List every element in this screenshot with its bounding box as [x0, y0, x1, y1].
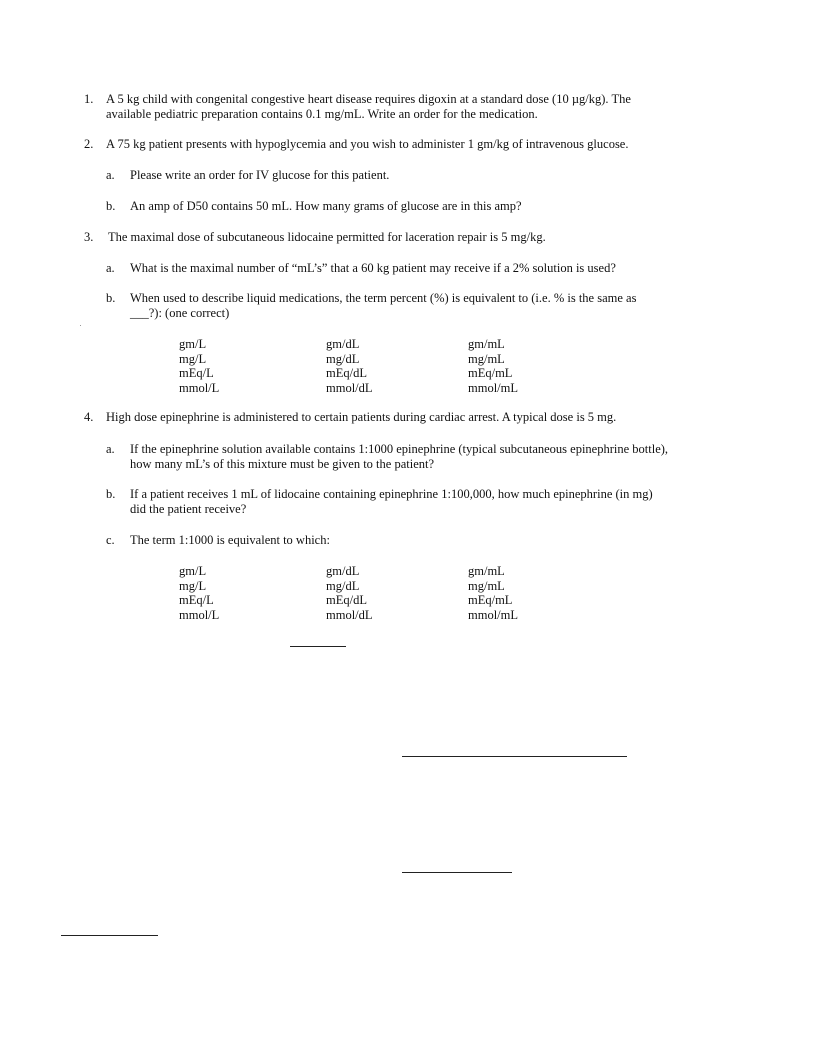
sub-text: What is the maximal number of “mL’s” that a 60 kg patient may receive if a 2% solution is used? — [130, 261, 616, 275]
sub-text-line-2: did the patient receive? — [130, 502, 247, 516]
unit-option: mmol/dL — [326, 607, 373, 622]
unit-option: mg/dL — [326, 578, 360, 593]
sub-label: a. — [106, 442, 115, 456]
rule-line — [290, 646, 346, 647]
rule-line — [61, 935, 158, 936]
sub-text: Please write an order for IV glucose for this patient. — [130, 168, 390, 182]
question-text-line-2: available pediatric preparation contains 0.1 mg/mL. Write an order for the medication. — [106, 107, 538, 121]
unit-option: mEq/L — [179, 593, 214, 607]
unit-option: mEq/L — [179, 366, 214, 380]
rule-line — [402, 872, 512, 873]
unit-option: mEq/dL — [326, 593, 367, 607]
question-text-line-1: A 5 kg child with congenital congestive heart disease requires digoxin at a standard dose (10 µg/kg). The — [106, 92, 631, 106]
sub-text-line-2: ___?): (one correct) — [130, 306, 230, 320]
unit-options-col-2 — [326, 337, 373, 395]
unit-option: mEq/mL — [468, 366, 513, 380]
rule-line — [402, 756, 627, 757]
sub-label: a. — [106, 261, 115, 275]
unit-option: gm/mL — [468, 564, 505, 578]
question-text: A 75 kg patient presents with hypoglycemia and you wish to administer 1 gm/kg of intravenous glucose. — [106, 137, 629, 151]
unit-option: mmol/L — [179, 380, 220, 395]
sub-label: c. — [106, 533, 115, 547]
unit-option: gm/dL — [326, 564, 360, 578]
sub-text-line-1: When used to describe liquid medications, the term percent (%) is equivalent to (i.e. % is the same as — [130, 291, 637, 305]
sub-text-line-1: If the epinephrine solution available contains 1:1000 epinephrine (typical subcutaneous epinephrine bottle), — [130, 442, 669, 456]
unit-option: gm/L — [179, 564, 207, 578]
question-text: The maximal dose of subcutaneous lidocaine permitted for laceration repair is 5 mg/kg. — [108, 230, 546, 244]
sub-text: An amp of D50 contains 50 mL. How many grams of glucose are in this amp? — [130, 199, 522, 213]
question-number: 4. — [84, 410, 94, 424]
unit-options-col-3 — [468, 337, 518, 395]
unit-option: mg/mL — [468, 351, 505, 366]
unit-option: mg/dL — [326, 351, 360, 366]
sub-label: b. — [106, 487, 116, 501]
sub-text-line-2: how many mL’s of this mixture must be given to the patient? — [130, 457, 435, 471]
unit-option: gm/L — [179, 337, 207, 351]
unit-options-col-3 — [468, 564, 518, 622]
unit-option: mEq/mL — [468, 593, 513, 607]
sub-label: a. — [106, 168, 115, 182]
question-number: 3. — [84, 230, 94, 244]
unit-option: mmol/mL — [468, 607, 518, 622]
sub-label: b. — [106, 291, 116, 305]
unit-option: mg/mL — [468, 578, 505, 593]
unit-options-col-2 — [326, 564, 373, 622]
unit-option: gm/mL — [468, 337, 505, 351]
unit-option: mmol/L — [179, 607, 220, 622]
unit-option: mmol/mL — [468, 380, 518, 395]
sub-label: b. — [106, 199, 116, 213]
unit-options-col-1 — [179, 337, 219, 395]
unit-option: mg/L — [179, 351, 207, 366]
unit-option: mmol/dL — [326, 380, 373, 395]
speck — [80, 325, 81, 326]
sub-text: The term 1:1000 is equivalent to which: — [130, 533, 330, 547]
question-number: 1. — [84, 92, 94, 106]
unit-options-col-1 — [179, 564, 219, 622]
question-number: 2. — [84, 137, 94, 151]
unit-option: mg/L — [179, 578, 207, 593]
sub-text-line-1: If a patient receives 1 mL of lidocaine containing epinephrine 1:100,000, how much epinephrine (in mg) — [130, 487, 653, 501]
unit-option: gm/dL — [326, 337, 360, 351]
question-text: High dose epinephrine is administered to certain patients during cardiac arrest. A typical dose is 5 mg. — [106, 410, 617, 424]
unit-option: mEq/dL — [326, 366, 367, 380]
